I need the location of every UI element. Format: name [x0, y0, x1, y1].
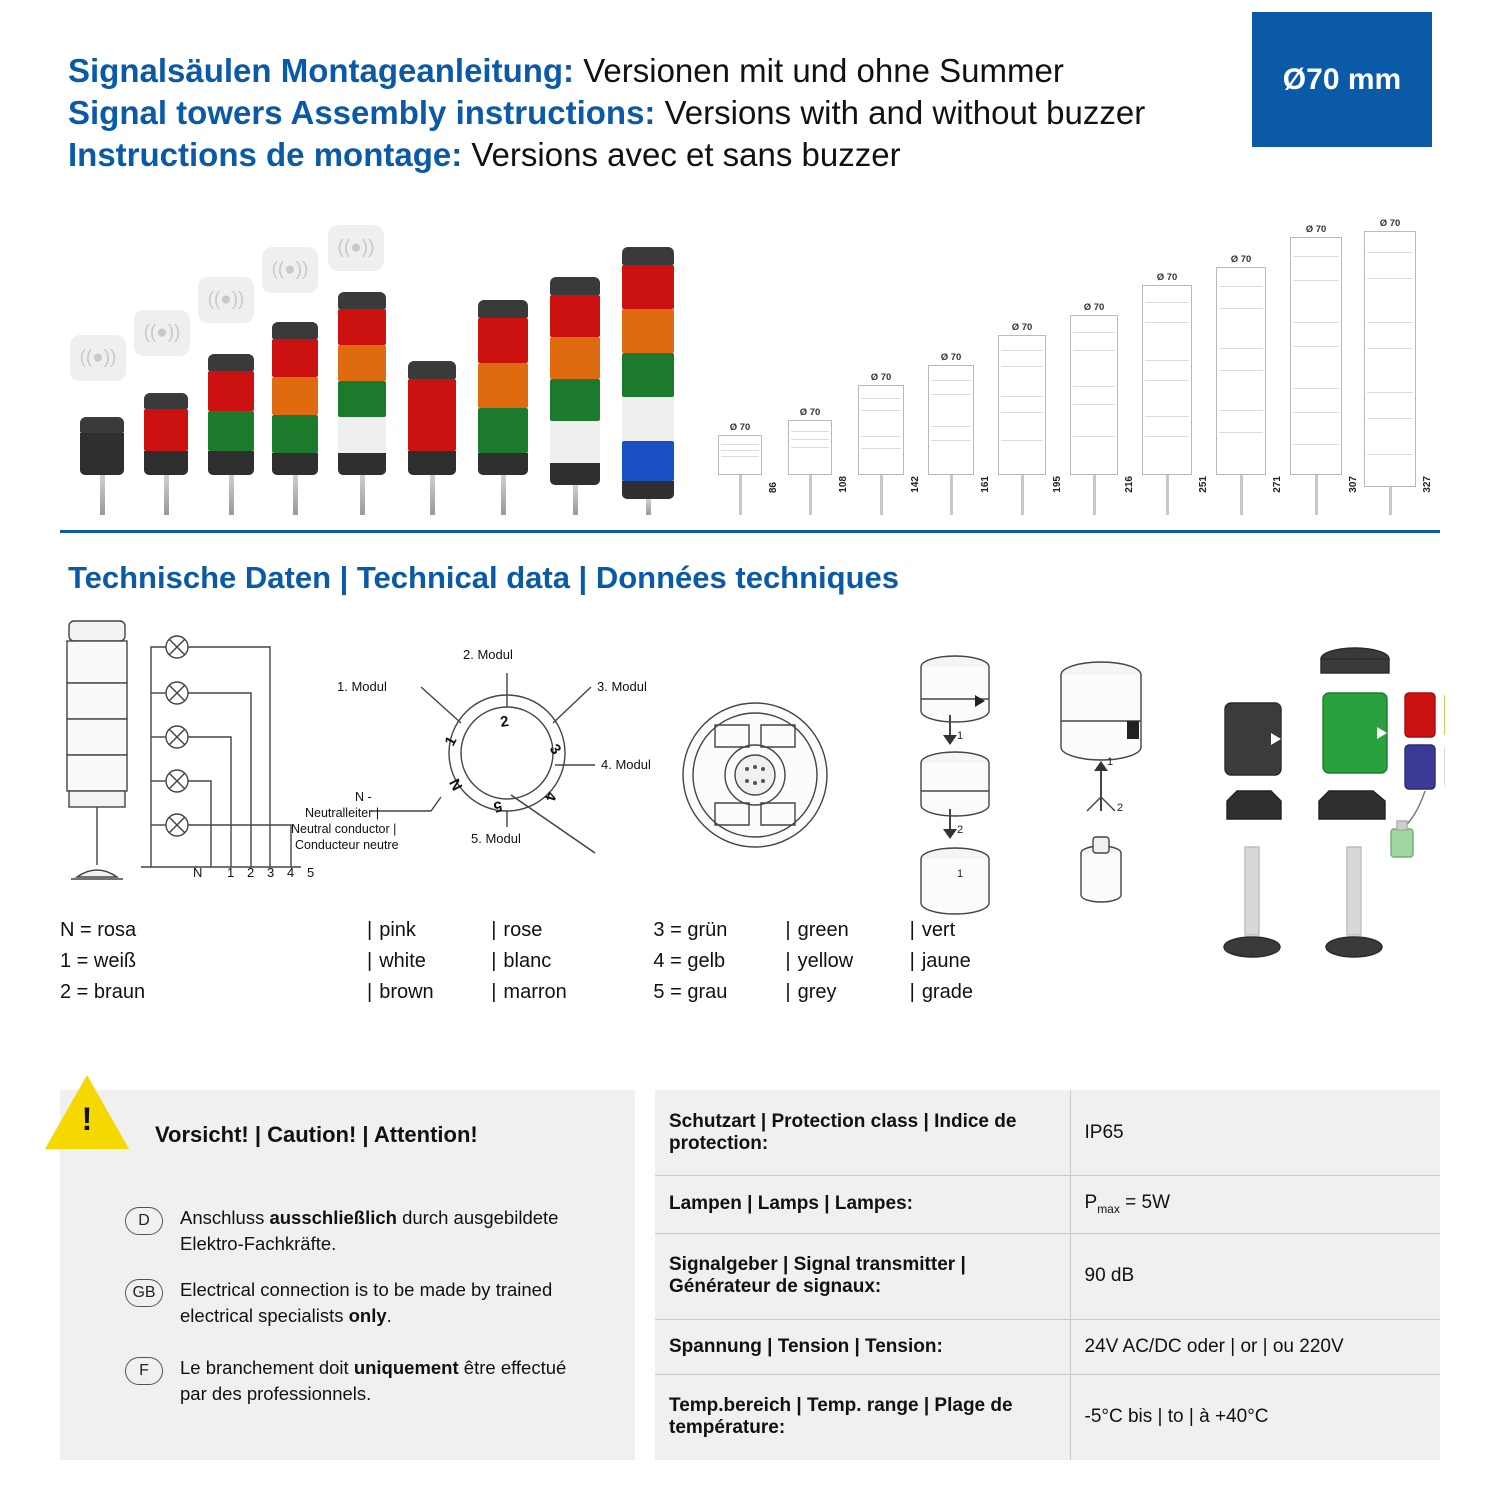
- tower-cap: [550, 277, 600, 295]
- tower-base: [80, 433, 124, 475]
- svg-text:2: 2: [1117, 802, 1124, 814]
- terminal-label-4: 4: [287, 865, 295, 880]
- diameter-label: Ø 70: [1011, 322, 1033, 333]
- legend-left-key: N = rosa: [60, 919, 137, 941]
- dimension-item: [1216, 254, 1283, 515]
- spec-value: 24V AC/DC oder | or | ou 220V: [1070, 1319, 1440, 1374]
- caution-text-fr-post: être effectué par des professionnels.: [180, 1357, 567, 1404]
- terminal-label-2: 2: [247, 865, 255, 880]
- buzzer-icon: ((●)): [328, 225, 384, 271]
- specification-table: [655, 1090, 1440, 1460]
- dimension-body: [788, 420, 832, 475]
- tower-3-a: [272, 322, 318, 515]
- buzzer-icon: ((●)): [134, 310, 190, 356]
- module-label-5: 5. Modul: [471, 831, 521, 846]
- tower-segment-green: [338, 381, 386, 417]
- tower-segment-red: [338, 309, 386, 345]
- spec-key: Schutzart | Protection class | Indice de protection:: [655, 1090, 1070, 1176]
- tower-cap: [408, 361, 456, 379]
- caution-text-fr: [180, 1355, 595, 1407]
- spec-row: [655, 1319, 1440, 1374]
- dimension-stem: [950, 475, 953, 515]
- tower-red-only-tall: [408, 361, 456, 515]
- dimension-item: [718, 422, 779, 515]
- ring-number-2: 2: [499, 712, 510, 731]
- tower-segment-orange: [622, 309, 674, 353]
- dimension-drawings: [700, 218, 1440, 515]
- dimension-height: 108: [838, 476, 849, 493]
- dimension-item: [928, 352, 991, 515]
- terminal-label-N: N: [193, 865, 203, 880]
- tower-segment-green: [208, 411, 254, 451]
- buzzer-icon: ((●)): [70, 335, 126, 381]
- ring-number-5: 5: [492, 797, 504, 816]
- legend-row: [60, 946, 973, 977]
- spec-value: IP65: [1070, 1090, 1440, 1176]
- tower-segment-orange: [272, 377, 318, 415]
- dimension-height: 86: [768, 481, 779, 493]
- module-label-1: 1. Modul: [337, 679, 387, 694]
- dimension-body: [928, 365, 974, 475]
- diameter-label: Ø 70: [1230, 254, 1252, 265]
- legend-right-sep2: |: [909, 919, 915, 941]
- dimension-stem: [880, 475, 883, 515]
- spec-value-post: = 5W: [1119, 1192, 1171, 1214]
- legend-left-sep2: |: [491, 919, 497, 941]
- dimension-stem: [809, 475, 812, 515]
- caution-item-fr: [125, 1355, 595, 1407]
- tower-segment-red: [144, 409, 188, 451]
- tower-pole: [646, 499, 651, 515]
- tower-segment-clear: [338, 417, 386, 453]
- dimension-body: [1216, 267, 1266, 475]
- terminal-label-3: 3: [267, 865, 275, 880]
- tower-pole: [573, 485, 578, 515]
- spec-key: Spannung | Tension | Tension:: [655, 1319, 1070, 1374]
- spec-value: 90 dB: [1070, 1233, 1440, 1319]
- tower-cap: [622, 247, 674, 265]
- tower-segment-green: [272, 415, 318, 453]
- spec-key: Temp.bereich | Temp. range | Plage de température:: [655, 1374, 1070, 1460]
- diameter-label: Ø 70: [940, 352, 962, 363]
- spec-key: Signalgeber | Signal transmitter | Générateur de signaux:: [655, 1233, 1070, 1319]
- neutral-caption-2: Neutral conductor |: [291, 822, 397, 836]
- dimension-body: [1070, 315, 1118, 475]
- dimension-stem: [1240, 475, 1243, 515]
- ring-number-1: 1: [441, 733, 461, 749]
- spec-value: -5°C bis | to | à +40°C: [1084, 1406, 1269, 1428]
- svg-text:2: 2: [957, 824, 964, 836]
- buzzer-icon: ((●)): [198, 277, 254, 323]
- tower-segment-clear: [622, 397, 674, 441]
- legend-left-sep: |: [367, 981, 373, 1003]
- caution-text-de-post: durch ausgebildete Elektro-Fachkräfte.: [180, 1207, 559, 1254]
- ring-number-N: N: [446, 775, 467, 794]
- tower-pole: [293, 475, 298, 515]
- tower-segment-green: [622, 353, 674, 397]
- dimension-height: 216: [1124, 476, 1135, 493]
- dimension-stem: [1389, 487, 1392, 515]
- lang-badge-gb: GB: [125, 1279, 163, 1307]
- dimension-stem: [739, 475, 742, 515]
- dimension-item: [1070, 302, 1135, 515]
- spec-value-sub: max: [1097, 1202, 1120, 1217]
- legend-left-key: 1 = weiß: [60, 950, 137, 972]
- tower-segment-red: [478, 318, 528, 363]
- legend-right-sep2: |: [909, 981, 915, 1003]
- lang-badge-fr: F: [125, 1357, 163, 1385]
- tower-pole: [100, 475, 105, 515]
- warning-exclamation: !: [81, 1101, 93, 1137]
- dimension-body: [1290, 237, 1342, 475]
- dimension-body: [718, 435, 762, 475]
- dimension-item: [788, 407, 849, 515]
- dimension-height: 327: [1422, 476, 1433, 493]
- tower-segment-orange: [550, 337, 600, 379]
- module-label-2: 2. Modul: [463, 647, 513, 662]
- tower-segment-green: [550, 379, 600, 421]
- header-line-de: [68, 50, 1248, 92]
- legend-row: [60, 915, 973, 946]
- legend-right-fr: jaune: [921, 950, 971, 972]
- legend-right-en: grey: [797, 981, 837, 1003]
- dimension-item: [1290, 224, 1359, 515]
- diameter-label: Ø 70: [799, 407, 821, 418]
- tower-2-red-green: [208, 354, 254, 515]
- diameter-label: Ø 70: [1083, 302, 1105, 313]
- dimension-stem: [1093, 475, 1096, 515]
- tower-5-b: [550, 277, 600, 515]
- dimension-height: 195: [1052, 476, 1063, 493]
- tower-4-a: [338, 292, 386, 515]
- neutral-caption-0: N -: [355, 790, 372, 804]
- spec-row: [655, 1090, 1440, 1176]
- spec-row: [655, 1176, 1440, 1234]
- tower-base: [208, 451, 254, 475]
- wire-colour-legend: [60, 915, 973, 1008]
- dimension-item: [858, 372, 921, 515]
- lang-badge-de: D: [125, 1207, 163, 1235]
- dimension-stem: [1315, 475, 1318, 515]
- tower-pole: [229, 475, 234, 515]
- tower-segment-green: [478, 408, 528, 453]
- caution-text-gb-bold: only: [348, 1305, 387, 1326]
- tower-base: [338, 453, 386, 475]
- legend-right-sep: |: [785, 919, 791, 941]
- legend-right-key: 3 = grün: [653, 919, 728, 941]
- dimension-item: [1364, 218, 1433, 515]
- tower-segment-orange: [338, 345, 386, 381]
- dimension-height: 161: [980, 476, 991, 493]
- spec-key: Lampen | Lamps | Lampes:: [655, 1176, 1070, 1234]
- neutral-caption-3: Conducteur neutre: [295, 838, 399, 852]
- caution-item-de: [125, 1205, 595, 1257]
- dimension-item: [1142, 272, 1209, 515]
- legend-left-sep: |: [367, 950, 373, 972]
- tower-buzzer-only: [80, 417, 124, 515]
- dimension-height: 142: [910, 476, 921, 493]
- dimension-height: 251: [1198, 476, 1209, 493]
- ring-number-3: 3: [545, 740, 565, 759]
- neutral-caption-1: Neutralleiter |: [305, 806, 380, 820]
- spec-row: [655, 1374, 1440, 1460]
- dimension-height: 307: [1348, 476, 1359, 493]
- header-line-en: [68, 92, 1248, 134]
- buzzer-icon: ((●)): [262, 247, 318, 293]
- caution-text-fr-bold: uniquement: [353, 1357, 459, 1378]
- legend-right-key: 4 = gelb: [653, 950, 726, 972]
- section-title-technical: Technische Daten | Technical data | Données techniques: [68, 560, 900, 595]
- legend-right-en: green: [797, 919, 849, 941]
- header-line-fr-rest: Versions avec et sans buzzer: [462, 136, 901, 173]
- tower-pole: [164, 475, 169, 515]
- header-line-en-bold: Signal towers Assembly instructions:: [68, 94, 656, 131]
- legend-left-fr: blanc: [503, 950, 552, 972]
- header-line-en-rest: Versions with and without buzzer: [655, 94, 1146, 131]
- tower-cap: [208, 354, 254, 371]
- tower-cap: [272, 322, 318, 339]
- svg-text:1: 1: [1107, 756, 1114, 768]
- caution-text-gb-pre: Electrical connection is to be made by trained electrical specialists: [180, 1279, 553, 1326]
- dimension-body: [998, 335, 1046, 475]
- header-line-fr-bold: Instructions de montage:: [68, 136, 463, 173]
- caution-text-de-bold: ausschließlich: [269, 1207, 397, 1228]
- tower-5-c: [622, 247, 674, 515]
- caution-text-gb: [180, 1277, 595, 1329]
- tower-cap: [478, 300, 528, 318]
- tower-cap: [144, 393, 188, 409]
- legend-right-sep: |: [785, 981, 791, 1003]
- legend-left-sep2: |: [491, 950, 497, 972]
- legend-right-sep2: |: [909, 950, 915, 972]
- tower-segment-red: [208, 371, 254, 411]
- tower-segment-red: [622, 265, 674, 309]
- document-header: [68, 50, 1248, 176]
- tower-segment-red: [408, 379, 456, 451]
- svg-text:1: 1: [957, 730, 964, 742]
- spec-value-main: P: [1084, 1192, 1098, 1214]
- diameter-label: Ø 70: [1379, 218, 1401, 229]
- module-label-4: 4. Modul: [601, 757, 651, 772]
- tower-base: [272, 453, 318, 475]
- diameter-label: Ø 70: [729, 422, 751, 433]
- legend-left-en: pink: [379, 919, 416, 941]
- header-line-de-bold: Signalsäulen Montageanleitung:: [68, 52, 575, 89]
- legend-left-fr: rose: [503, 919, 543, 941]
- ring-number-4: 4: [540, 789, 560, 803]
- terminal-label-1: 1: [227, 865, 235, 880]
- legend-left-key: 2 = braun: [60, 981, 146, 1003]
- legend-left-sep: |: [367, 919, 373, 941]
- caution-text-gb-post: .: [386, 1305, 392, 1326]
- legend-right-fr: vert: [921, 919, 956, 941]
- tower-1-red: [144, 393, 188, 515]
- product-photo-row: [60, 215, 680, 515]
- legend-right-sep: |: [785, 950, 791, 972]
- diameter-label: Ø 70: [1156, 272, 1178, 283]
- divider-rule: [60, 530, 1440, 533]
- dimension-body: [1142, 285, 1192, 475]
- module-label-3: 3. Modul: [597, 679, 647, 694]
- terminal-label-5: 5: [307, 865, 315, 880]
- legend-left-en: brown: [379, 981, 434, 1003]
- diameter-label: Ø 70: [870, 372, 892, 383]
- tower-pole: [360, 475, 365, 515]
- tower-base: [478, 453, 528, 475]
- diameter-label: Ø 70: [1305, 224, 1327, 235]
- tower-segment-orange: [478, 363, 528, 408]
- legend-left-fr: marron: [503, 981, 567, 1003]
- dimension-stem: [1021, 475, 1024, 515]
- tower-segment-blue: [622, 441, 674, 481]
- tower-base: [408, 451, 456, 475]
- header-line-de-rest: Versionen mit und ohne Summer: [574, 52, 1064, 89]
- tower-base: [550, 463, 600, 485]
- tower-base: [622, 481, 674, 499]
- legend-right-fr: grade: [921, 981, 973, 1003]
- legend-row: [60, 977, 973, 1008]
- tower-base: [144, 451, 188, 475]
- tower-pole: [501, 475, 506, 515]
- legend-right-en: yellow: [797, 950, 854, 972]
- dimension-body: [1364, 231, 1416, 487]
- legend-right-key: 5 = grau: [653, 981, 728, 1003]
- tower-segment-clear: [550, 421, 600, 463]
- dimension-item: [998, 322, 1063, 515]
- header-line-fr: [68, 134, 1248, 176]
- caution-title: Vorsicht! | Caution! | Attention!: [155, 1122, 478, 1147]
- svg-text:1: 1: [957, 868, 964, 880]
- caution-text-de-pre: Anschluss: [180, 1207, 270, 1228]
- tower-cap: [338, 292, 386, 309]
- caution-text-fr-pre: Le branchement doit: [180, 1357, 354, 1378]
- tower-segment-red: [272, 339, 318, 377]
- dimension-stem: [1166, 475, 1169, 515]
- tower-3-b: [478, 300, 528, 515]
- caution-text-de: [180, 1205, 595, 1257]
- dimension-height: 271: [1272, 476, 1283, 493]
- tower-segment-red: [550, 295, 600, 337]
- tower-cap: [80, 417, 124, 433]
- legend-left-en: white: [379, 950, 426, 972]
- spec-row: [655, 1233, 1440, 1319]
- legend-left-sep2: |: [491, 981, 497, 1003]
- caution-item-gb: [125, 1277, 595, 1329]
- spec-value: [1070, 1176, 1440, 1234]
- tower-pole: [430, 475, 435, 515]
- diameter-badge: Ø70 mm: [1252, 12, 1432, 147]
- dimension-body: [858, 385, 904, 475]
